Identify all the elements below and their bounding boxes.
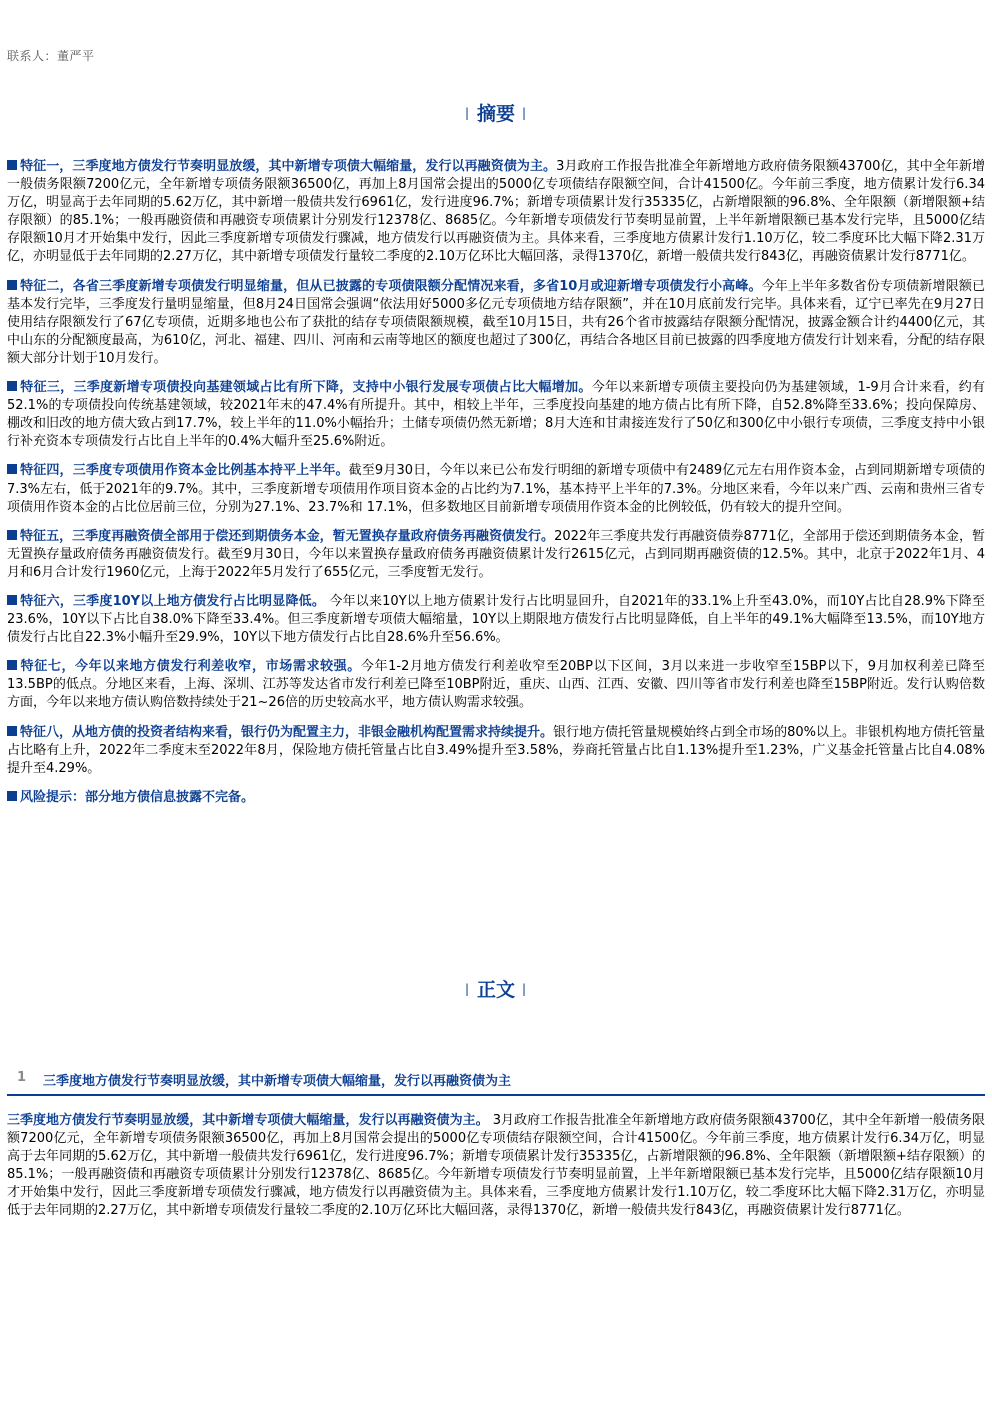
summary-item: [7, 278, 985, 368]
summary-item: [7, 593, 985, 647]
square-bullet-icon: [7, 381, 17, 391]
summary-item-lead: 特征一，三季度地方债发行节奏明显放缓，其中新增专项债大幅缩量，发行以再融资债为主。: [20, 159, 557, 174]
heading-left-bars: |: [464, 981, 470, 996]
summary-item: [7, 724, 985, 778]
summary-item-text: 2022年三季度共发行再融资债券8771亿，全部用于偿还到期债务本金，暂无置换存量政府债务再融资债发行。截至9月30日，今年以来置换存量政府债务再融资债累计发行2615亿元，占到同期再融资债的12.5%。其中，北京于2022年1月、4月和6月合计发行1960亿元，上海于2022年5月发行了655亿元，三季度暂无发行。: [7, 528, 985, 580]
summary-item-lead: 特征五，三季度再融资债全部用于偿还到期债务本金，暂无置换存量政府债务再融资债发行。: [20, 528, 555, 544]
risk-warning-lead: 风险提示：部分地方债信息披露不完备。: [20, 789, 255, 805]
body-heading-text: 正文: [476, 979, 515, 1001]
heading-left-bars: |: [464, 105, 470, 120]
summary-section: [7, 158, 985, 818]
chapter-number: 1: [17, 1070, 27, 1085]
summary-item-lead: 特征八，从地方债的投资者结构来看，银行仍为配置主力，非银金融机构配置需求持续提升。: [20, 724, 554, 740]
square-bullet-icon: [7, 530, 17, 540]
summary-item-text: 今年以来10Y以上地方债累计发行占比明显回升，自2021年的33.1%上升至43.0%，而10Y占比自28.9%下降至23.6%，10Y以下占比自38.0%下降至33.4%。但三季度新增专项债大幅缩量，10Y以上期限地方债发行占比明显降低，自上半年的49.1%大幅降至13.5%，而10Y地方债发行占比自22.3%小幅升至29.9%，10Y以下地方债发行占比自28.6%升至56.6%。: [7, 593, 986, 646]
summary-item-text: 今年以来新增专项债主要投向仍为基建领域，1-9月合计来看，约有52.1%的专项债投向传统基建领域，较2021年末的47.4%有所提升。其中，相较上半年，三季度投向基建的地方债占比有所下降，自52.8%降至33.6%；投向保障房、棚改和旧改的地方债大致占到17.7%，较上半年的11.0%小幅抬升；土储专项债仍然无新增；8月大连和甘肃接连发行了50亿和300亿中小银行专项债，三季度支持中小银行补充资本专项债发行占比自上半年的0.4%大幅升至25.6%附近。: [7, 380, 985, 450]
body-section: [7, 1112, 985, 1232]
body-paragraph: [7, 1112, 985, 1221]
square-bullet-icon: [7, 660, 17, 670]
square-bullet-icon: [7, 280, 17, 290]
summary-item: [7, 462, 985, 516]
summary-item: [7, 379, 985, 451]
square-bullet-icon: [7, 595, 17, 605]
square-bullet-icon: [7, 464, 17, 474]
summary-item-lead: 特征四，三季度专项债用作资本金比例基本持平上半年。: [20, 463, 349, 479]
summary-item-lead: 特征三，三季度新增专项债投向基建领域占比有所下降，支持中小银行发展专项债占比大幅增加。: [20, 380, 592, 396]
body-paragraph-lead: 三季度地方债发行节奏明显放缓，其中新增专项债大幅缩量，发行以再融资债为主。: [7, 1113, 489, 1128]
summary-item-lead: 特征七，今年以来地方债发行利差收窄，市场需求较强。: [20, 659, 361, 675]
square-bullet-icon: [7, 160, 17, 170]
contact-line: 联系人：董严平: [7, 49, 95, 63]
chapter-title: 三季度地方债发行节奏明显放缓，其中新增专项债大幅缩量，发行以再融资债为主: [43, 1074, 512, 1089]
summary-heading: [0, 99, 992, 126]
summary-item-text: 今年1-2月地方债发行利差收窄至20BP以下区间，3月以来进一步收窄至15BP以下，9月加权利差已降至13.5BP的低点。分地区来看，上海、深圳、江苏等发达省市发行利差已降至10BP附近，重庆、山西、江西、安徽、四川等省市发行利差也降至15BP附近。发行认购倍数方面，今年以来地方债认购倍数持续处于21~26倍的历史较高水平，地方债认购需求较强。: [7, 659, 985, 711]
summary-item-text: 银行地方债托管量规模始终占到全市场的80%以上。非银机构地方债托管量占比略有上升，2022年二季度末至2022年8月，保险地方债托管量占比自3.49%提升至3.58%，券商托管量占比自1.13%提升至1.23%，广义基金托管量占比自4.08%提升至4.29%。: [7, 724, 985, 776]
summary-heading-text: 摘要: [476, 103, 515, 125]
heading-right-bars: |: [522, 981, 528, 996]
summary-item-lead: 特征二，各省三季度新增专项债发行明显缩量，但从已披露的专项债限额分配情况来看，多省10月或迎新增专项债发行小高峰。: [20, 278, 762, 294]
summary-item-text: 3月政府工作报告批准全年新增地方政府债务限额43700亿，其中全年新增一般债务限额7200亿元，全年新增专项债务限额36500亿，再加上8月国常会提出的5000亿专项债结存限额空间，合计41500亿。今年前三季度，地方债累计发行6.34万亿，明显高于去年同期的5.62万亿，其中新增一般债共发行6961亿，发行进度96.7%；新增专项债累计发行35335亿，占新增限额的96.8%、全年限额（新增限额+结存限额）的85.1%；一般再融资债和再融资专项债累计分别发行12378亿、8685亿。今年新增专项债发行节奏明显前置，上半年新增限额已基本发行完毕，且5000亿结存限额10月才开始集中发行，因此三季度新增专项债发行骤减，地方债发行以再融资债为主。具体来看，三季度地方债累计发行1.10万亿，较二季度环比大幅下降2.31万亿，亦明显低于去年同期的2.27万亿，其中新增专项债发行量较二季度的2.10万亿环比大幅回落，录得1370亿，新增一般债共发行843亿，再融资债累计发行8771亿。: [7, 159, 985, 265]
risk-warning: [7, 789, 985, 807]
square-bullet-icon: [7, 791, 17, 801]
body-heading: [0, 975, 992, 1002]
summary-item: [7, 158, 985, 267]
square-bullet-icon: [7, 726, 17, 736]
summary-item-text: 今年上半年多数省份专项债新增限额已基本发行完毕，三季度发行量明显缩量，但8月24日国常会强调“依法用好5000多亿元专项债地方结存限额”，并在10月底前发行完毕。具体来看，辽宁已率先在9月27日使用结存限额发行了67亿专项债，近期多地也公布了获批的结存专项债限额规模，截至10月15日，共有26个省市披露结存限额分配情况，披露金额合计约4400亿元，其中山东的分配额度最高，为610亿，河北、福建、四川、河南和云南等地区的额度也超过了300亿，再结合各地区目前已披露的四季度地方债发行计划来看，分配的结存限额大部分计划于10月发行。: [7, 278, 985, 366]
body-paragraph-text: 3月政府工作报告批准全年新增地方政府债务限额43700亿，其中全年新增一般债务限额7200亿元，全年新增专项债务限额36500亿，再加上8月国常会提出的5000亿专项债结存限额空间，合计41500亿。今年前三季度，地方债累计发行6.34万亿，明显高于去年同期的5.62万亿，其中新增一般债共发行6961亿，发行进度96.7%；新增专项债累计发行35335亿，占新增限额的96.8%、全年限额（新增限额+结存限额）的85.1%；一般再融资债和再融资专项债累计分别发行12378亿、8685亿。今年新增专项债发行节奏明显前置，上半年新增限额已基本发行完毕，且5000亿结存限额10月才开始集中发行，因此三季度新增专项债发行骤减，地方债发行以再融资债为主。具体来看，三季度地方债累计发行1.10万亿，较二季度环比大幅下降2.31万亿，亦明显低于去年同期的2.27万亿，其中新增专项债发行量较二季度的2.10万亿环比大幅回落，录得1370亿，新增一般债共发行843亿，再融资债累计发行8771亿。: [7, 1113, 985, 1219]
summary-item-text: 截至9月30日，今年以来已公布发行明细的新增专项债中有2489亿元左右用作资本金，占到同期新增专项债的7.3%左右，低于2021年的9.7%。其中，三季度新增专项债用作项目资本金的占比约为7.1%，基本持平上半年的7.3%。分地区来看，今年以来广西、云南和贵州三省专项债用作资本金的占比位居前三位，分别为27.1%、23.7%和 17.1%，但多数地区目前新增专项债用作资本金的比例较低，仍有较大的提升空间。: [7, 463, 985, 515]
summary-item-lead: 特征六，三季度10Y以上地方债发行占比明显降低。: [20, 593, 326, 609]
chapter-heading: [7, 1068, 985, 1096]
summary-item: [7, 528, 985, 582]
heading-right-bars: |: [522, 105, 528, 120]
summary-item: [7, 658, 985, 712]
